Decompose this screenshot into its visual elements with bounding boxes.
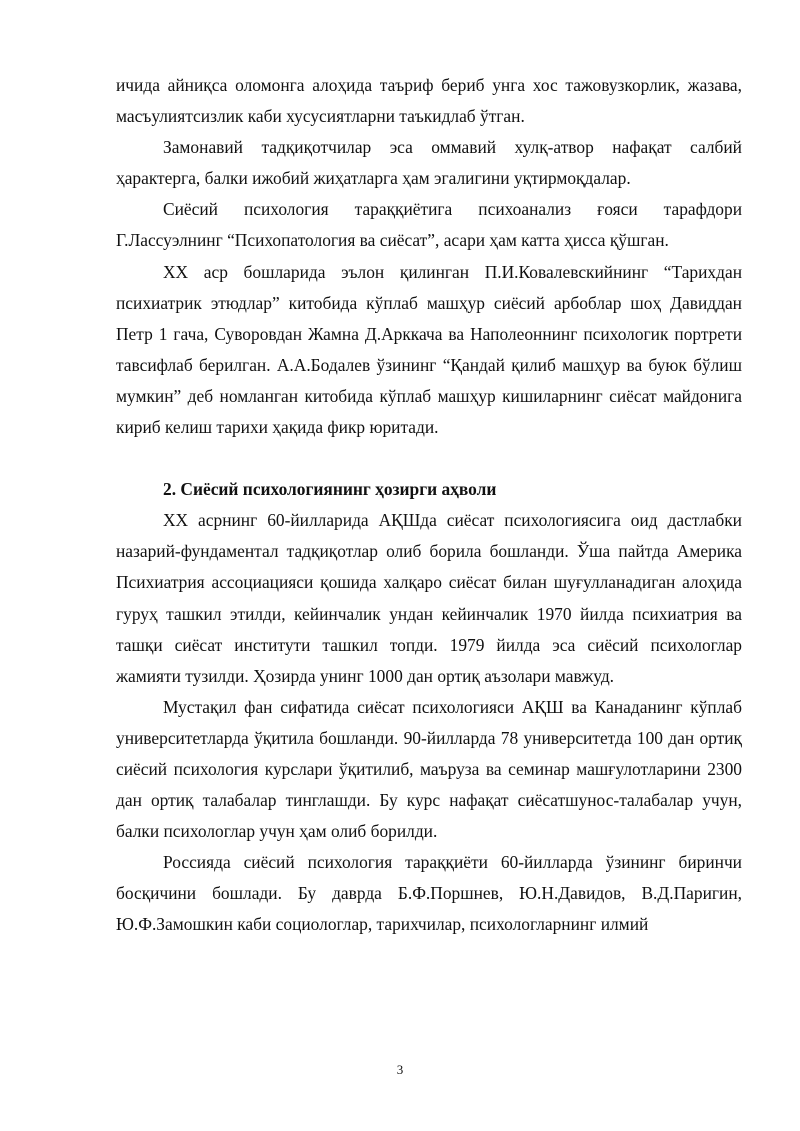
paragraph-kovalevsky: XX аср бошларида эълон қилинган П.И.Ковалевскийнинг “Тарихдан психиатрик этюдлар” китобида кўплаб машҳур сиёсий арбоблар шоҳ Давиддан Петр 1 гача, Суворовдан Жамна Д.Арккача ва Наполеоннинг психологик портрети тавсифлаб берилган. А.А.Бодалев ўзининг “Қандай қилиб машҳур ва буюк бўлиш мумкин” деб номланган китобида кўплаб машҳур кишиларнинг сиёсат майдонига кириб келиш тарихи ҳақида фикр юритади. <box>116 261 742 438</box>
paragraph-continuation: ичида айниқса оломонга алоҳида таъриф бериб унга хос тажовузкорлик, жазава, масъулиятсизлик каби хусусиятларни таъкидлаб ўтган. <box>116 75 742 127</box>
paragraph-russia: Россияда сиёсий психология тараққиёти 60-йилларда ўзининг биринчи босқичини бошлади. Бу даврда Б.Ф.Поршнев, Ю.Н.Давидов, В.Д.Паригин, Ю.Ф.Замошкин каби социологлар, тарихчилар, психологларнинг илмий <box>116 852 742 935</box>
paragraph-usa-60s: XX асрнинг 60-йилларида АҚШда сиёсат психологиясига оид дастлабки назарий-фундаментал тадқиқотлар олиб борила бошланди. Ўша пайтда Америка Психиатрия ассоциацияси қошида халқаро сиёсат билан шуғулланадиган алоҳида гуруҳ ташкил этилди, кейинчалик ундан кейинчалик 1970 йилда психиатрия ва ташқи сиёсат институти ташкил топди. 1979 йилда эса сиёсий психологлар жамияти тузилди. Ҳозирда унинг 1000 дан ортиқ аъзолари мавжуд. <box>116 510 742 686</box>
document-page <box>116 70 742 941</box>
section-heading: 2. Сиёсий психологиянинг ҳозирги аҳволи <box>163 479 497 500</box>
paragraph-modern-researchers: Замонавий тадқиқотчилар эса оммавий хулқ-атвор нафақат салбий ҳарактерга, балки ижобий жиҳатларга ҳам эгалигини уқтирмоқдалар. <box>116 137 742 189</box>
paragraph-universities: Мустақил фан сифатида сиёсат психологияси АҚШ ва Канаданинг кўплаб университетларда ўқитила бошланди. 90-йилларда 78 университетда 100 дан ортиқ сиёсий психология курслари ўқитилиб, маъруза ва семинар машғулотларини 2300 дан ортиқ талабалар тинглашди. Бу курс нафақат сиёсатшунос-талабалар учун, балки психологлар учун ҳам олиб борилди. <box>116 696 742 842</box>
page-number: 3 <box>396 1062 404 1077</box>
paragraph-lasswell: Сиёсий психология тараққиётига психоанализ ғояси тарафдори Г.Лассуэлнинг “Психопатология ва сиёсат”, асари ҳам катта ҳисса қўшган. <box>116 199 742 251</box>
